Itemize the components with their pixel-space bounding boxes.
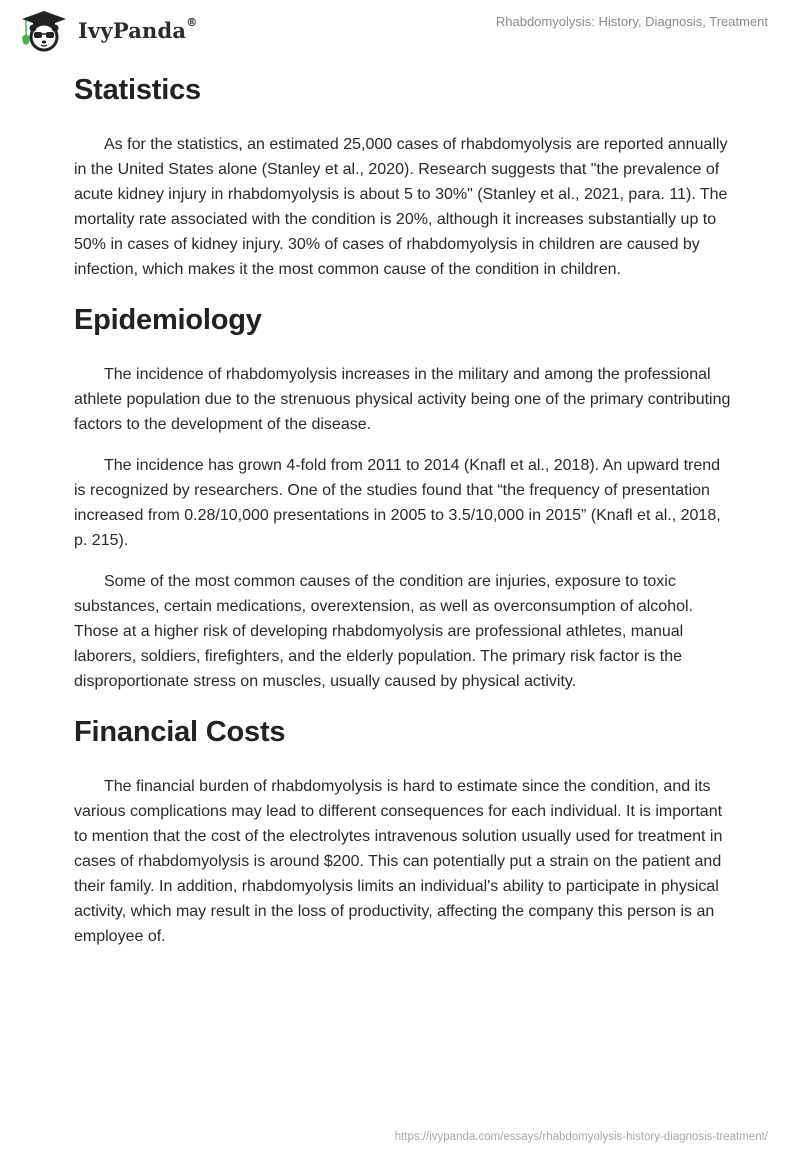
section-epidemiology — [74, 298, 734, 694]
article-body — [74, 68, 734, 949]
section-heading: Statistics — [74, 74, 201, 106]
section-financial-costs — [74, 710, 734, 949]
paragraph: Some of the most common causes of the condition are injuries, exposure to toxic substances, certain medications, overextension, as well as overconsumption of alcohol. Those at a higher risk of developing rhabdomyolysis are professional athletes, manual laborers, soldiers, firefighters, and the elderly population. The primary risk factor is the disproportionate stress on muscles, usually caused by physical activity. — [74, 573, 693, 690]
paragraph: The financial burden of rhabdomyolysis is hard to estimate since the condition, and its various complications may lead to different consequences for each individual. It is important to mention that the cost of the electrolytes intravenous solution usually used for treatment in cases of rhabdomyolysis is around $200. This can potentially put a strain on the patient and their family. In addition, rhabdomyolysis limits an individual's ability to participate in physical activity, which may result in the loss of productivity, affecting the company this person is an employee of. — [74, 778, 723, 945]
document-title: Rhabdomyolysis: History, Diagnosis, Treatment — [495, 14, 768, 29]
page-header — [0, 0, 800, 56]
paragraph: The incidence has grown 4-fold from 2011 to 2014 (Knafl et al., 2018). An upward trend is recognized by researchers. One of the studies found that “the frequency of presentation increased from 0.28/10,000 presentations in 2005 to 3.5/10,000 in 2015” (Knafl et al., 2018, p. 215). — [74, 457, 721, 549]
panda-graduate-icon — [16, 7, 72, 53]
ivypanda-logo[interactable] — [16, 6, 197, 54]
section-statistics — [74, 68, 734, 282]
paragraph: As for the statistics, an estimated 25,000 cases of rhabdomyolysis are reported annually in the United States alone (Stanley et al., 2020). Research suggests that "the prevalence of acute kidney injury in rhabdomyolysis is about 5 to 30%" (Stanley et al., 2021, para. 11). The mortality rate associated with the condition is 20%, although it increases substantially up to 50% in cases of kidney injury. 30% of cases of rhabdomyolysis in children are caused by infection, which makes it the most common cause of the condition in children. — [74, 136, 728, 278]
source-url[interactable]: https://ivypanda.com/essays/rhabdomyolysis-history-diagnosis-treatment/ — [394, 1131, 768, 1143]
section-heading: Epidemiology — [74, 304, 262, 336]
paragraph: The incidence of rhabdomyolysis increases in the military and among the professional athlete population due to the strenuous physical activity being one of the primary contributing factors to the development of the disease. — [74, 366, 731, 433]
logo-text: IvyPanda® — [78, 15, 198, 43]
section-heading: Financial Costs — [74, 716, 286, 748]
